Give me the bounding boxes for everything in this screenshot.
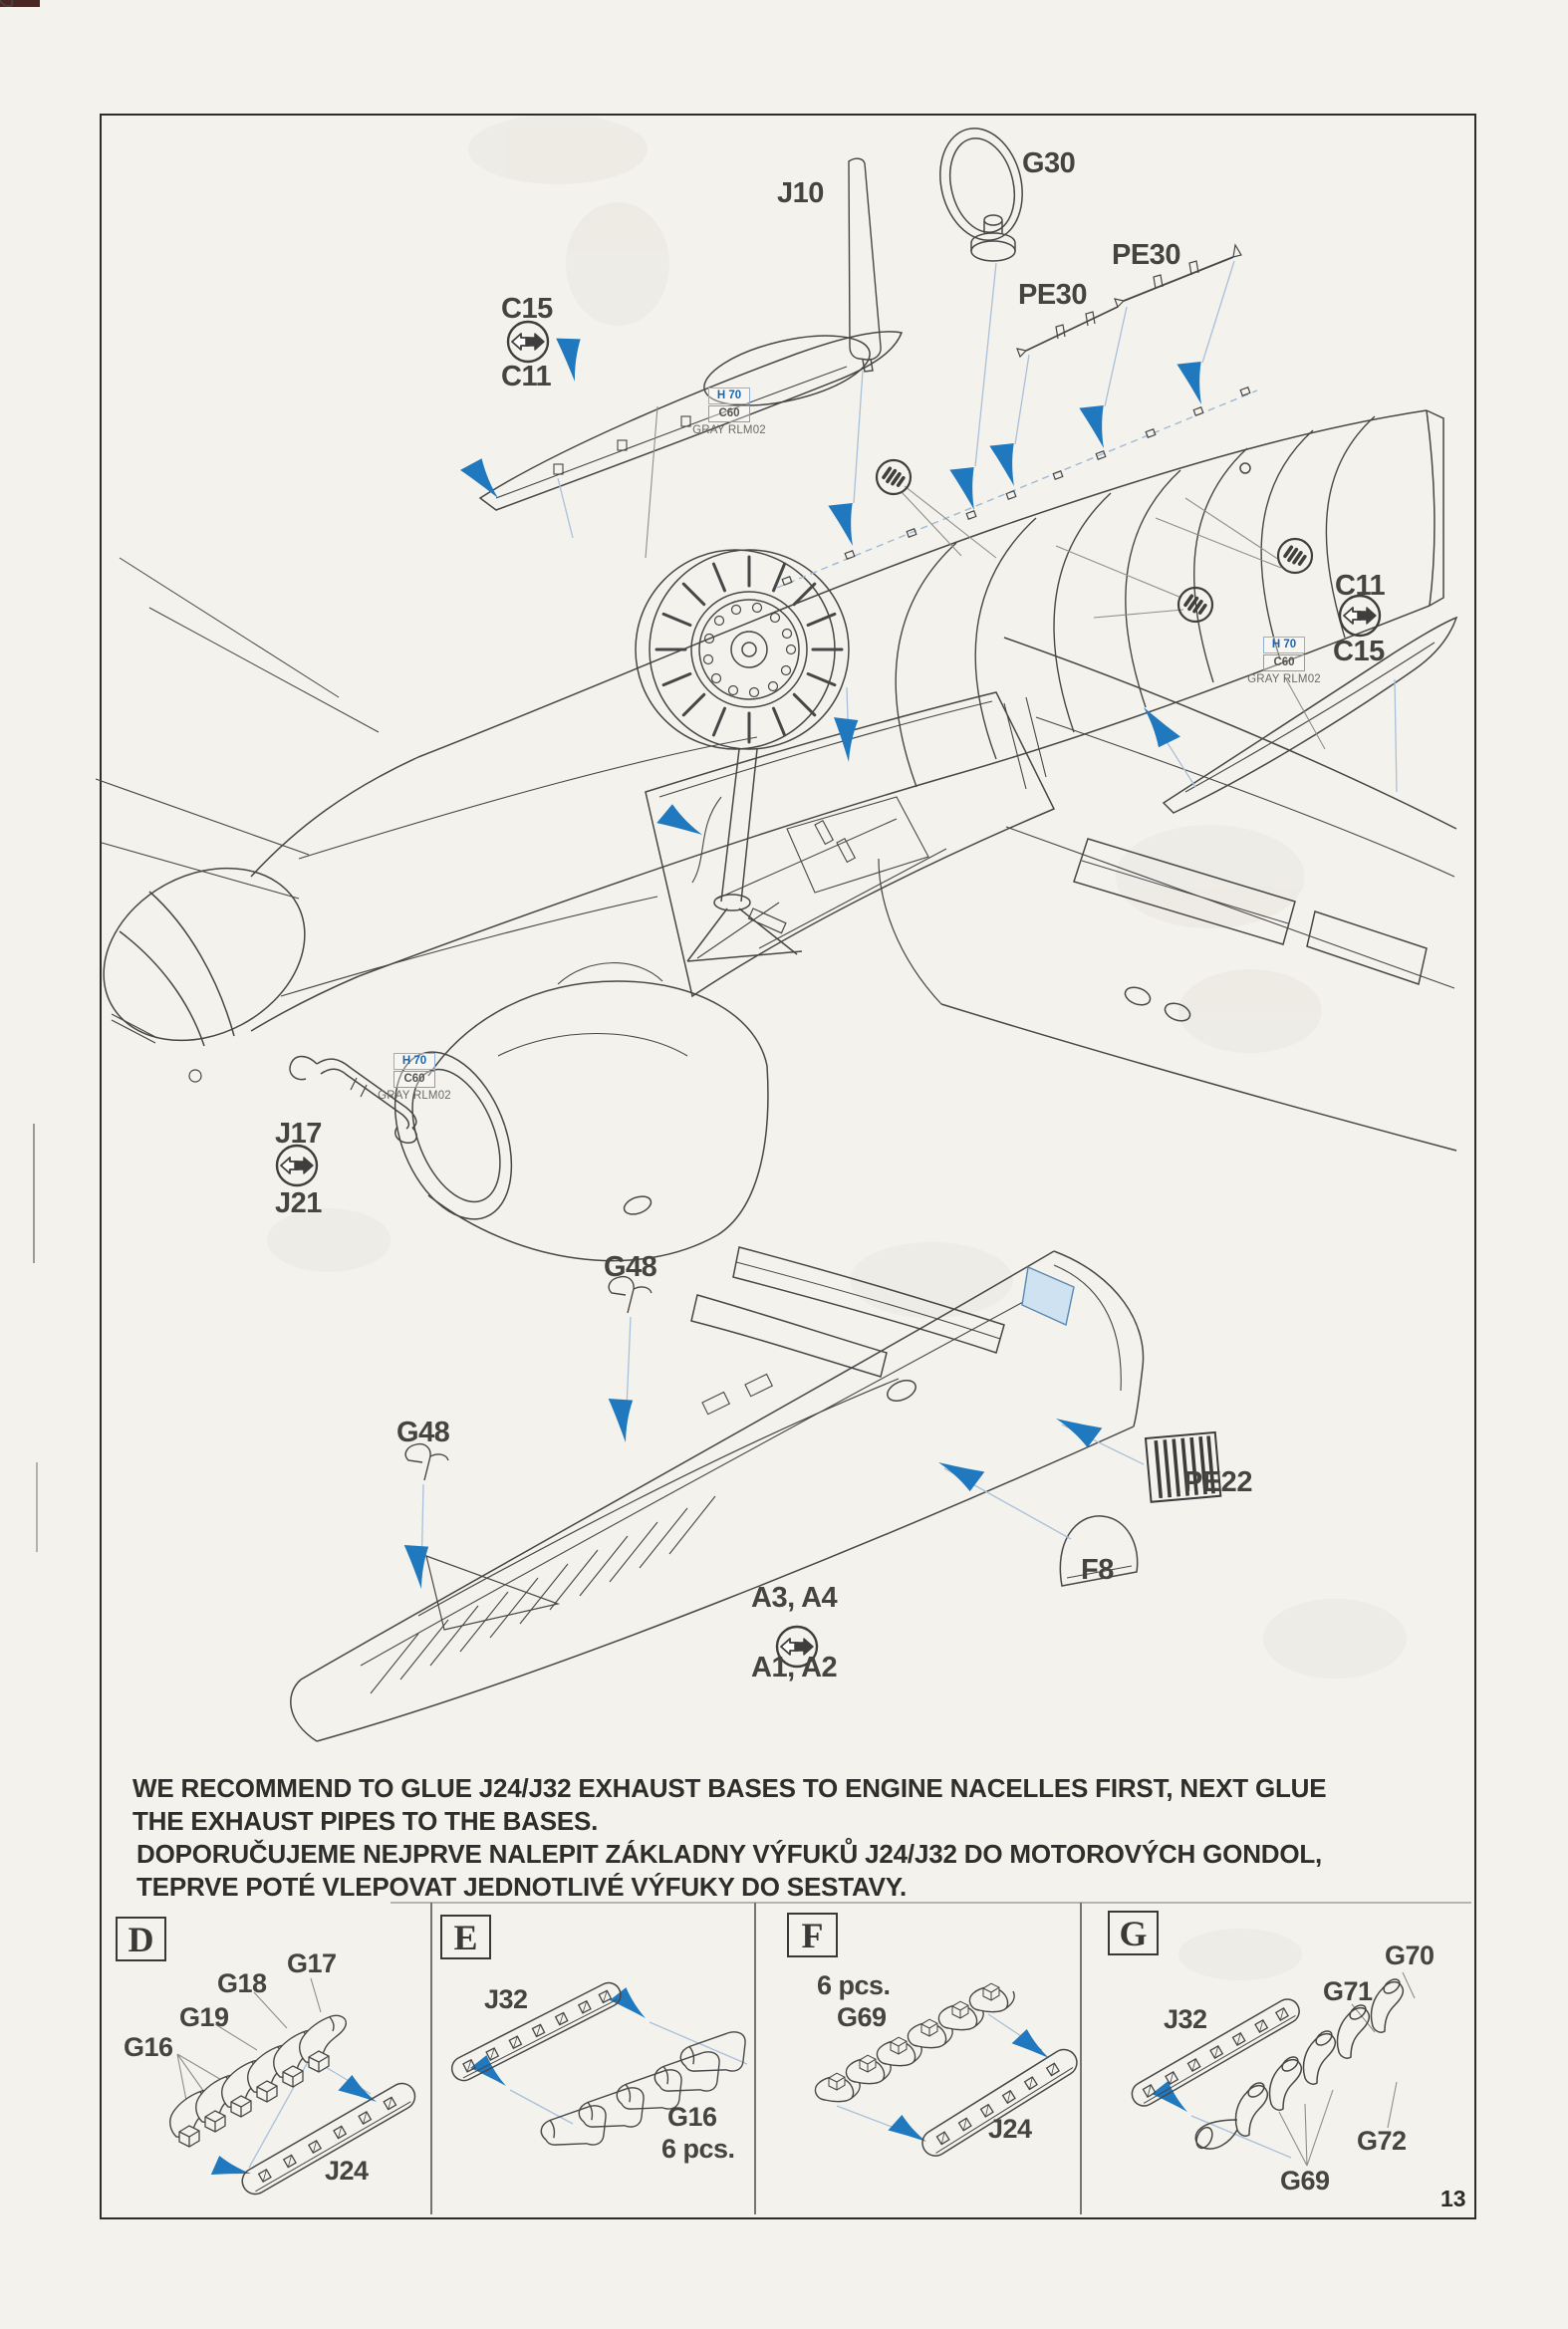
label-a3-a4: A3, A4 — [751, 1582, 838, 1614]
label-pe22: PE22 — [1183, 1466, 1252, 1498]
label-j24: J24 — [325, 2156, 369, 2186]
label-g19: G19 — [179, 2002, 229, 2032]
label-g18: G18 — [217, 1968, 267, 1998]
scan-bleedthrough — [267, 115, 1407, 1980]
label-qty-6pcs: 6 pcs. — [817, 1970, 891, 2000]
part-g30-drawing — [928, 120, 1033, 261]
label-j17: J17 — [275, 1118, 322, 1150]
label-g30: G30 — [1022, 147, 1076, 179]
paint-name: GRAY RLM02 — [1247, 673, 1321, 685]
paint-callout — [1242, 637, 1326, 685]
panel-letter-f: F — [787, 1913, 838, 1957]
label-g70: G70 — [1385, 1941, 1435, 1970]
label-a1-a2: A1, A2 — [751, 1652, 838, 1683]
paint-code-gunze: H 70 — [708, 388, 750, 404]
panel-letter-d: D — [116, 1917, 166, 1961]
lower-wing-drawing — [291, 1247, 1144, 1741]
label-g16: G16 — [667, 2102, 717, 2132]
paint-name: GRAY RLM02 — [378, 1090, 451, 1102]
label-g48: G48 — [604, 1251, 657, 1283]
label-c15: C15 — [1333, 636, 1385, 667]
paint-callout — [373, 1053, 456, 1102]
panel-letter-e: E — [440, 1915, 491, 1959]
paint-name: GRAY RLM02 — [692, 424, 766, 436]
paint-code-mrcolor: C60 — [393, 1071, 435, 1088]
paint-callout — [687, 388, 771, 436]
label-j32: J32 — [484, 1984, 528, 2014]
label-g72: G72 — [1357, 2126, 1407, 2156]
label-j24: J24 — [988, 2114, 1032, 2144]
label-qty-6pcs: 6 pcs. — [661, 2134, 735, 2164]
label-g69: G69 — [1280, 2166, 1330, 2196]
label-c11: C11 — [501, 361, 552, 392]
label-g17: G17 — [287, 1948, 337, 1978]
label-g48: G48 — [396, 1417, 450, 1448]
assembly-notes — [132, 1772, 1472, 1904]
label-c15: C15 — [501, 293, 553, 325]
page-number: 13 — [1440, 2186, 1466, 2211]
spine-attachment-points — [777, 388, 1257, 588]
note-cz-line2: TEPRVE POTÉ VLEPOVAT JEDNOTLIVÉ VÝFUKY DO SESTAVY. — [136, 1872, 908, 1902]
paint-code-mrcolor: C60 — [1263, 654, 1305, 671]
paint-code-gunze: H 70 — [393, 1053, 435, 1070]
label-c11: C11 — [1335, 570, 1386, 602]
paint-code-gunze: H 70 — [1263, 637, 1305, 653]
panel-d-drawing — [170, 2015, 420, 2199]
label-pe30: PE30 — [1112, 239, 1180, 271]
label-g16: G16 — [124, 2032, 173, 2062]
note-en-line2: THE EXHAUST PIPES TO THE BASES. — [132, 1806, 599, 1836]
note-cz-line1: DOPORUČUJEME NEJPRVE NALEPIT ZÁKLADNY VÝFUKŮ J24/J32 DO MOTOROVÝCH GONDOL, — [136, 1839, 1323, 1869]
paint-code-mrcolor: C60 — [708, 405, 750, 422]
label-j21: J21 — [275, 1187, 322, 1219]
label-j10: J10 — [777, 177, 824, 209]
label-g71: G71 — [1323, 1976, 1373, 2006]
note-en-line1: WE RECOMMEND TO GLUE J24/J32 EXHAUST BASES TO ENGINE NACELLES FIRST, NEXT GLUE — [132, 1773, 1327, 1803]
label-j32: J32 — [1164, 2004, 1207, 2034]
panel-letter-g: G — [1108, 1911, 1159, 1955]
label-g69: G69 — [837, 2002, 887, 2032]
label-pe30: PE30 — [1018, 279, 1087, 311]
surface-detail-symbols — [877, 460, 1312, 622]
label-f8: F8 — [1081, 1554, 1114, 1586]
